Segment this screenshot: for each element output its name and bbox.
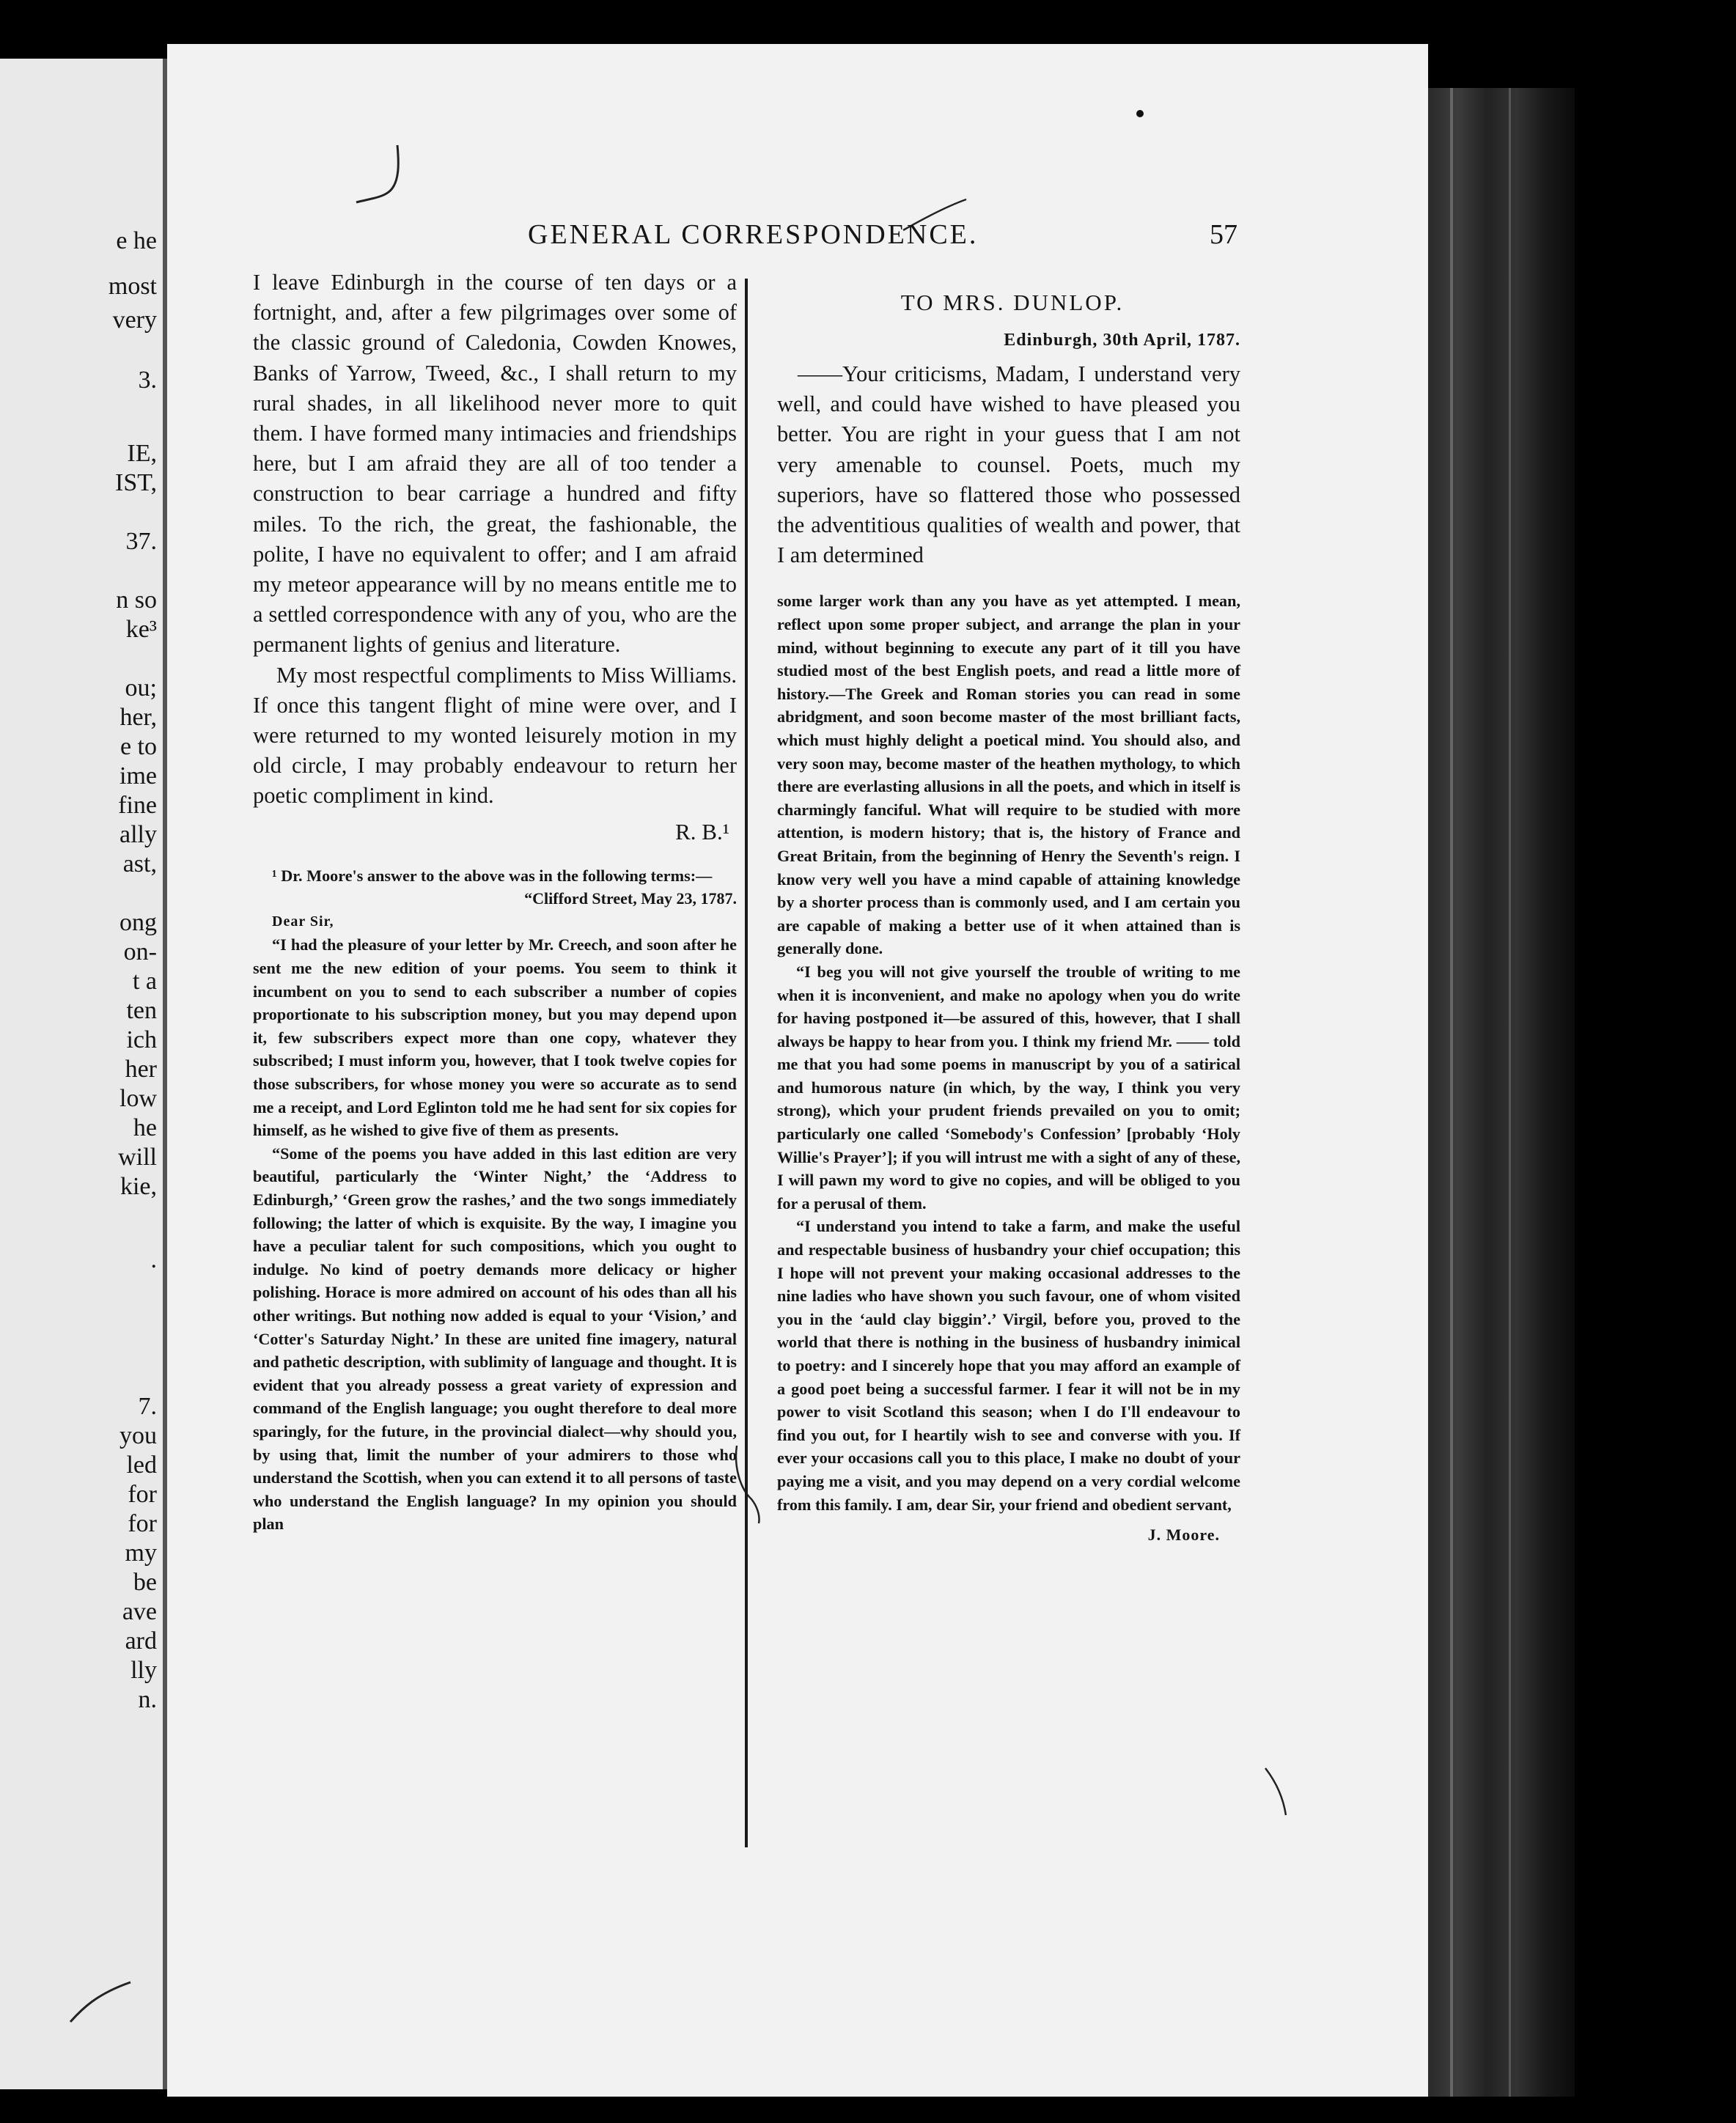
footnote-paragraph: “I understand you intend to take a farm, and make the useful and respectable business of husbandry your chief occupation; this I hope will not prevent your making occasional addresses to the nine ladies who have shown you such favour, one of whom visited you in the ‘auld clay biggin’.’ Virgil, before you, proved to the world that there is nothing in the business of husbandry inimical to poetry: and I sincerely hope that you may afford an example of a good poet being a successful farmer. I fear it will not be in my power to visit Scotland this season; when I do I'll endeavour to find you out, for I heartily wish to see and converse with you. If ever your occasions call you to this place, I make no doubt of your paying me a visit, and you may depend on a very cordial welcome from this family. I am, dear Sir, your friend and obedient servant,	[777, 1217, 1240, 1514]
pen-mark	[1261, 1767, 1290, 1818]
facing-page-fragment: 7.	[138, 1393, 157, 1420]
facing-page-fragment: ally	[119, 821, 157, 848]
facing-page-fragment: 3.	[138, 367, 157, 394]
facing-page-fragment: for	[128, 1510, 157, 1537]
facing-page-fragment: ou;	[125, 674, 157, 702]
ink-dot	[1136, 110, 1144, 117]
letter-paragraph: ——Your criticisms, Madam, I understand very well, and could have wished to have pleased you better. You are right in your guess that I am not very amenable to counsel. Poets, much my superiors, have so flattered those who possessed the adventitious qualities of wealth and power, that I am determined	[777, 361, 1240, 568]
footnote-date: “Clifford Street, May 23, 1787.	[524, 889, 737, 908]
footnote-paragraph: “Some of the poems you have added in this last edition are very beautiful, particularly the ‘Winter Night,’ the ‘Address to Edinburgh,’ ‘Green grow the rashes,’ and the two songs immediately following; the latter of which is exquisite. By the way, I imagine you have a peculiar talent for such compositions, which you ought to indulge. No kind of poetry demands more delicacy or higher polishing. Horace is more admired on account of his odes than all his other writings. But nothing now added is equal to your ‘Vision,’ and ‘Cotter's Saturday Night.’ In these are united fine imagery, natural and pathetic description, with sublimity of language and thought. It is evident that you already possess a great variety of expression and command of the English language; you ought therefore to deal more sparingly, for the future, in the provincial dialect—why should you, by using that, limit the number of your admirers to those who understand the Scottish, when you can extend it to all persons of taste who understand the English language? In my opinion you should plan	[253, 1144, 737, 1534]
footnote-signature: J. Moore.	[1147, 1526, 1220, 1545]
facing-page-fragment: t a	[132, 968, 157, 995]
facing-page-fragment: led	[126, 1451, 157, 1479]
footnote-paragraph: “I beg you will not give yourself the trouble of writing to me when it is inconvenient, and make no apology when you do write for having postponed it—be assured of this, however, that I shall always be happy to hear from you. I think my friend Mr. —— told me that you had some poems in manuscript by you of a satirical and humorous nature (in which, by the way, I think you very strong), which your prudent friends prevailed on you to omit; particularly one called ‘Somebody's Confession’ [probably ‘Holy Willie's Prayer’]; if you will intrust me with a sight of any of these, I will pawn my word to give no copies, and will be obliged to you for a perusal of them.	[777, 962, 1240, 1213]
facing-page-fragment: 37.	[125, 528, 157, 555]
pen-mark	[67, 1979, 133, 2023]
facing-page-fragment: ong	[119, 909, 157, 936]
footnote-paragraph: some larger work than any you have as yet attempted. I mean, reflect upon some proper subject, and arrange the plan in your mind, without beginning to execute any part of it till you have studied most of the best English poets, and read a little more of history.—The Greek and Roman stories you can read in some abridgment, and soon become master of the most brilliant facts, which must highly delight a poetical mind. You should also, and very soon may, become master of the heathen mythology, to which there are everlasting allusions in all the poets, and which in itself is charmingly fanciful. What will require to be studied with more attention, is modern history; that is, the history of France and Great Britain, from the beginning of Henry the Seventh's reign. I know very well you have a mind capable of attaining knowledge by a shorter process than is commonly used, and I am certain you are capable of making a better use of it when attained than is generally done.	[777, 592, 1240, 958]
facing-page-fragment: IST,	[115, 469, 157, 496]
footnote-paragraph: “I had the pleasure of your letter by Mr. Creech, and soon after he sent me the new edition of your poems. You seem to think it incumbent on you to send to each subscriber a number of copies proportionate to his subscription money, but you may depend upon it, few subscribers expect more than one copy, whatever they subscribed; I must inform you, however, that I took twelve copies for those subscribers, for whose money you were so accurate as to send me a receipt, and Lord Eglinton told me he had sent for six copies for himself, as he wished to give five of them as presents.	[253, 935, 737, 1140]
facing-page-fragment: e to	[119, 733, 157, 760]
facing-page-fragment: n so	[116, 586, 157, 614]
facing-page-fragment: her,	[119, 704, 157, 731]
facing-page-fragment: ime	[119, 762, 157, 790]
letter-paragraph: My most respectful compliments to Miss Williams. If once this tangent flight of mine were over, and I were returned to my wonted leisurely motion in my old circle, I may probably endeavour to return her poetic compliment in kind.	[253, 662, 737, 809]
page-number: 57	[1210, 219, 1237, 250]
facing-page-fragment: will	[118, 1144, 157, 1171]
facing-page-edge	[0, 59, 167, 2089]
column-divider	[745, 279, 748, 1847]
facing-page-fragment: on-	[123, 938, 157, 965]
dateline: Edinburgh, 30th April, 1787.	[1004, 331, 1240, 350]
facing-page-fragment: ast,	[122, 850, 157, 877]
facing-page-fragment: be	[133, 1569, 157, 1596]
footnote-salutation: Dear Sir,	[272, 913, 334, 930]
facing-page-fragment: for	[128, 1481, 157, 1508]
facing-page-fragment: her	[125, 1056, 157, 1083]
running-head: GENERAL CORRESPONDENCE.	[528, 219, 979, 250]
facing-page-fragment: very	[112, 306, 157, 334]
pen-mark	[352, 139, 411, 213]
book-edge	[1428, 88, 1575, 2097]
signature: R. B.¹	[675, 818, 729, 845]
letter-paragraph: I leave Edinburgh in the course of ten days or a fortnight, and, after a few pilgrimages over some of the classic ground of Caledonia, Cowden Knowes, Banks of Yarrow, Tweed, &c., I shall return to my rural shades, in all likelihood never more to quit them. I have formed many intimacies and friendships here, but I am afraid they are all of too tender a construction to bear carriage a hundred and fifty miles. To the rich, the great, the fashionable, the polite, I have no equivalent to offer; and I am afraid my meteor appearance will by no means entitle me to a settled correspondence with any of you, who are the permanent lights of genius and literature.	[253, 270, 737, 658]
facing-page-fragment: .	[150, 1246, 157, 1273]
facing-page-fragment: ich	[126, 1026, 157, 1053]
facing-page-fragment: ten	[126, 997, 157, 1024]
facing-page-fragment: IE,	[127, 440, 157, 467]
right-column	[777, 290, 1240, 1547]
facing-page-fragment: n.	[138, 1686, 157, 1713]
facing-page-fragment: ave	[122, 1598, 157, 1625]
facing-page-fragment: he	[133, 1114, 157, 1141]
letter-heading: TO MRS. DUNLOP.	[900, 290, 1125, 315]
facing-page-fragment: you	[119, 1422, 157, 1449]
facing-page-fragment: e he	[116, 227, 157, 254]
facing-page-fragment: low	[119, 1085, 157, 1112]
facing-page-fragment: lly	[130, 1657, 157, 1684]
facing-page-fragment: fine	[118, 792, 157, 819]
facing-page-fragment: most	[108, 273, 157, 300]
facing-page-fragment: kie,	[119, 1173, 157, 1200]
facing-page-fragment: my	[125, 1539, 157, 1567]
facing-page-fragment: ke³	[125, 616, 157, 643]
facing-page-fragment: ard	[125, 1627, 157, 1655]
left-column	[253, 268, 737, 1536]
footnote-intro: ¹ Dr. Moore's answer to the above was in the following terms:—	[272, 866, 713, 885]
